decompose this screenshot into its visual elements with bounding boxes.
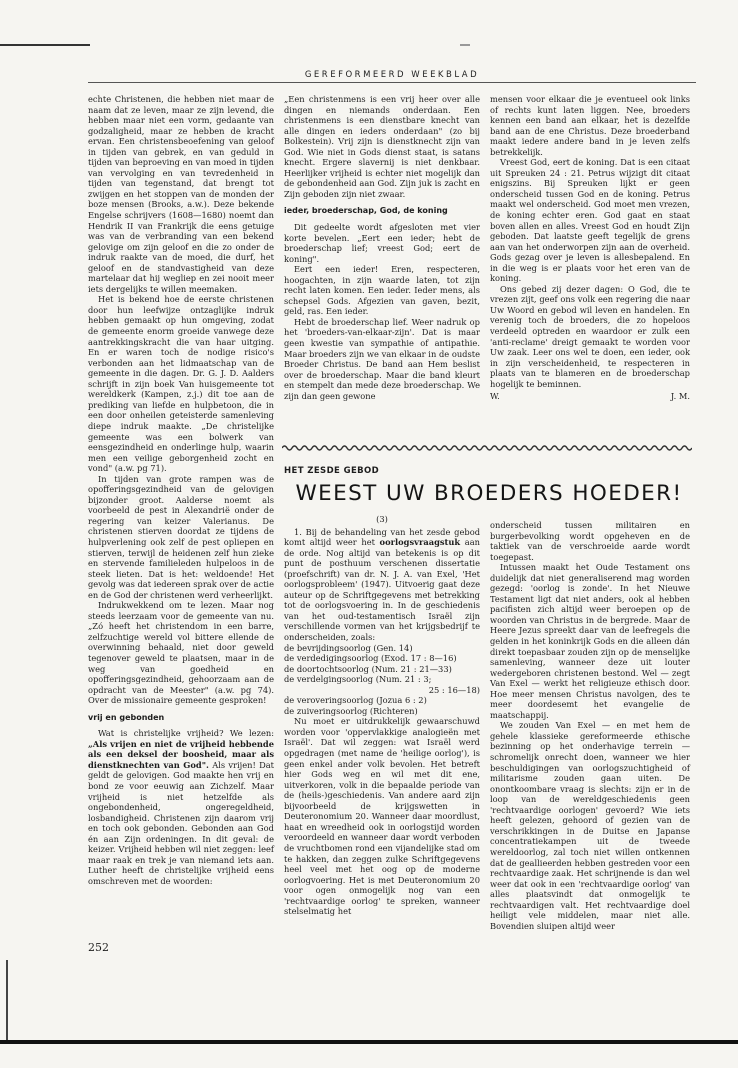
paragraph: mensen voor elkaar die je eventueel ook links of rechts kunt laten liggen. Nee, broeders kennen een band aan elkaar, het is dezelfde band aan de ene Christus. Deze broederband maakt iedere andere band in je leven zelfs betrekkelijk.: [490, 94, 690, 157]
list-item: de zuiveringsoorlog (Richteren): [284, 705, 418, 716]
paragraph: In tijden van grote rampen was de opofferingsgezindheid van de gelovigen bijzonder groot. Aalderse noemt als voorbeeld de pest in Alexandrië onder de regering van keizer Valerianus. De christenen stierven doordat ze tijdens de hulpverlening ook zelf de pest opliepen en stierven, terwijl de heidenen zelf hun zieke en stervende familieleden hulpeloos in de steek lieten. Dat is het: weldoende! Het gevolg was dat iedereen sprak over de actie en de God der christenen werd verheerlijkt.: [88, 473, 274, 600]
subheading: vrij en gebonden: [88, 712, 165, 722]
paragraph: Het is bekend hoe de eerste christenen door hun leefwijze ontzaglijke indruk hebben gemaakt op hun omgeving, zodat de gemeente enorm groeide vanwege deze aantrekkingskracht die van haar uitging. En er waren toch de nodige risico's verbonden aan het lidmaatschap van de gemeente in die dagen. Dr. G. J. D. Aalders schrijft in zijn boek Van huisgemeente tot wereldkerk (Kampen, z.j.) dit toe aan de prediking van liefde en hulpbetoon, die in een door onheilen geteisterde samenleving diepe indruk maakte. „De christelijke gemeente was een bolwerk van eensgezindheid en onderlinge hulp, waarin men een veilige geborgenheid zocht en vond" (a.w. pg 71).: [88, 294, 274, 474]
column-5: [490, 520, 690, 931]
paragraph: Nu moet er uitdrukkelijk gewaarschuwd worden voor 'oppervlakkige analogieën met Israël'. Dat wil zeggen: wat Israël werd opgedragen (met name de 'heilige oorlog'), is geen enkel ander volk bevolen. Het betreft hier Gods weg en wil met dit ene, uitverkoren, volk in die bepaalde periode van de (heils-)geschiedenis. Van andere aard zijn bijvoorbeeld de krijgswetten in Deuteronomium 20. Wanneer daar moordlust, haat en wreedheid ook in oorlogstijd worden veroordeeld en wanneer daar wordt verboden de vruchtbomen rond een vijandelijke stad om te hakken, dan zeggen zulke Schriftgegevens heel veel met het oog op de moderne oorlogvoering. Het is met Deuteronomium 20 voor ogen onmogelijk nog van een 'rechtvaardige oorlog' te spreken, wanneer stelselmatig het: [284, 716, 480, 917]
section-label: HET ZESDE GEBOD: [284, 466, 380, 476]
paragraph: [88, 728, 274, 886]
wavy-divider: [282, 444, 692, 452]
scan-edge-bottom: [0, 1040, 738, 1044]
header-rule: [88, 82, 696, 83]
paragraph: We zouden Van Exel — en met hem de gehele klassieke gereformeerde ethische bezinning op het onderhavige terrein — schromelijk onrecht doen, wanneer we hier beschuldigingen van oorlogszuchtigheid of militarisme zouden gaan uiten. De onontkoombare vraag is slechts: zijn er in de loop van de wereldgeschiedenis geen 'rechtvaardige oorlogen' gevoerd? Wie iets heeft gelezen, gehoord of gezien van de verschrikkingen in de Duitse en Japanse concentratiekampen uit de tweede wereldoorlog, zal toch niet willen ontkennen dat de geallieerden hebben gestreden voor een rechtvaardige zaak. Het schrijnende is dan wel weer dat ook in een 'rechtvaardige oorlog' van alles plaatsvindt dat onmogelijk te rechtvaardigen valt. Het rechtvaardige doel heiligt vele middelen, maar niet alle. Bovendien sluipen altijd weer: [490, 720, 690, 931]
list-item: de doortochtsoorlog (Num. 21 : 21—33): [284, 663, 452, 674]
paragraph: Intussen maakt het Oude Testament ons duidelijk dat niet generaliserend mag worden gezegd: 'oorlog is zonde'. In het Nieuwe Testament ligt dat niet anders, ook al hebben pacifisten zich altijd weer beroepen op de woorden van Christus in de bergrede. Maar de Heere Jezus spreekt daar van de leefregels die gelden in het koninkrijk Gods en die alleen dán direkt toepasbaar zouden zijn op de menselijke samenleving, wanneer deze uit louter wedergeboren christenen bestond. Wel — zegt Van Exel — werkt het religieuze ethisch door. Hoe meer mensen Christus navolgen, des te meer doordesemt het evangelie de maatschappij.: [490, 562, 690, 720]
part-number: (3): [376, 514, 388, 524]
bold-quote: „Als vrijen en niet de vrijheid hebbende als een deksel der boosheid, maar als dienstknechten van God".: [88, 738, 274, 770]
scan-edge-top: [0, 44, 738, 46]
list-item: de verdelgingsoorlog (Num. 21 : 3;: [284, 674, 432, 685]
text-run: 1. Bij de behandeling van het zesde gebod komt altijd weer het: [284, 526, 480, 548]
journal-title: GEREFORMEERD WEEKBLAD: [304, 70, 480, 80]
subheading: ieder, broederschap, God, de koning: [284, 206, 448, 216]
column-2: [284, 94, 480, 401]
paragraph: [284, 527, 480, 643]
paragraph: onderscheid tussen militairen en burgerbevolking wordt opgeheven en de taktiek van de verschroeide aarde wordt toegepast.: [490, 520, 690, 562]
list-item: de verdedigingsoorlog (Exod. 17 : 8—16): [284, 653, 457, 664]
signature-right: J. M.: [670, 391, 690, 402]
list-item: 25 : 16—18): [428, 684, 480, 695]
article-headline: WEEST UW BROEDERS HOEDER!: [295, 481, 683, 506]
paragraph: Eert een ieder! Eren, respecteren, hoogachten, in zijn waarde laten, tot zijn recht laten komen. Een ieder. Ieder mens, als schepsel Gods. Afgezien van gaven, bezit, geld, ras. Een ieder.: [284, 264, 480, 317]
paragraph: Hebt de broederschap lief. Weer nadruk op het 'broeders-van-elkaar-zijn'. Dat is maar geen kwestie van sympathie of antipathie. Maar broeders zijn we van elkaar in de oudste Broeder Christus. De band aan Hem beslist over de broederschap. Maar die band kleurt en stempelt dan mede deze broederschap. We zijn dan geen gewone: [284, 316, 480, 401]
page-number: 252: [88, 941, 109, 954]
list-item: de veroveringsoorlog (Jozua 6 : 2): [284, 695, 427, 706]
text-run: aan de orde. Nog altijd van betekenis is op dit punt de posthuum verschenen dissertatie (proefschrift) van dr. N. J. A. van Exel, 'Het oorlogsprobleem' (1947). Uitvoerig gaat deze auteur op de Schriftgegevens met betrekking tot de oorlogsvoering in. In de geschiedenis van het oud-testamentisch Israël zijn verschillende vormen van het krijgsbedrijf te onderscheiden, zoals:: [284, 537, 480, 643]
scan-edge-left: [6, 960, 8, 1040]
paragraph: Vreest God, eert de koning. Dat is een citaat uit Spreuken 24 : 21. Petrus wijzigt dit citaat enigszins. Bij Spreuken lijkt er geen onderscheid tussen God en de koning. Petrus maakt wel onderscheid. God moet men vrezen, de koning echter eren. God gaat en staat boven allen en alles. Vreest God en houdt Zijn geboden. Dat laatste geeft tegelijk de grens aan van het onderworpen zijn aan de overheid. Gods gezag over je leven is allesbepalend. En in die weg is er plaats voor het eren van de koning.: [490, 157, 690, 284]
paragraph: echte Christenen, die hebben niet maar de naam dat ze leven, maar ze zijn levend, die hebben maar niet een vorm, gedaante van godzaligheid, maar ze hebben de kracht ervan. Een christensbeoefening van geloof in tijden van gebrek, en van geduld in tijden van beproeving en van moed in tijden van vervolging en van tevredenheid in tijden van tegenstand, dat brengt tot zwijgen en het stoppen van de monden der boze mensen (Brooks, a.w.). Deze bekende Engelse schrijvers (1608—1680) noemt dan Hendrik II van Frankrijk die eens getuige was van de verbranding van een bekend gelovige om zijn geloof en die zo onder de indruk raakte van de moed, die durf, het geloof en de standvastigheid van deze martelaar dat hij wegliep en zei nooit meer iets dergelijks te willen meemaken.: [88, 94, 274, 294]
column-4: [284, 514, 480, 917]
text-run: Als vrijen! Dat geldt de gelovigen. God maakte hen vrij en bond ze voor eeuwig aan Zichzelf. Maar vrijheid is niet hetzelfde als ongebondenheid, ongeregeldheid, losbandigheid. Christenen zijn daarom vrij en toch ook gebonden. Gebonden aan God én aan Zijn ordeningen. In dit geval: de keizer. Vrijheid hebben wil niet zeggen: leef maar raak en trek je van niemand iets aan. Luther heeft de christelijke vrijheid eens omschreven met de woorden:: [88, 759, 274, 886]
paragraph: Dit gedeelte wordt afgesloten met vier korte bevelen. „Eert een ieder; hebt de broederschap lief; vreest God; eert de koning".: [284, 222, 480, 264]
signature-left: W.: [490, 391, 500, 402]
text-run: Wat is christelijke vrijheid? We lezen:: [98, 728, 274, 739]
paragraph: Ons gebed zij dezer dagen: O God, die te vrezen zijt, geef ons volk een regering die naar Uw Woord en gebod wil leven en handelen. En verenig toch de broeders, die zo hopeloos verdeeld optreden en waardoor er zulk een 'anti-reclame' dreigt gemaakt te worden voor Uw zaak. Leer ons wel te doen, een ieder, ook in zijn verscheidenheid, te respecteren in plaats van te blameren en de broederschap hogelijk te beminnen.: [490, 283, 690, 389]
paragraph: Indrukwekkend om te lezen. Maar nog steeds leerzaam voor de gemeente van nu. „Zó heeft het christendom in een barre, zelfzuchtige wereld vol bittere ellende de overwinning behaald, niet door geweld tegenover geweld te plaatsen, maar in de weg van goedheid en opofferingsgezindheid, gehoorzaam aan de opdracht van de Meester" (a.w. pg 74). Over de missionaire gemeente gesproken!: [88, 600, 274, 706]
paragraph: „Een christenmens is een vrij heer over alle dingen en niemands onderdaan. Een christenmens is een dienstbare knecht van alle dingen en ieders onderdaan" (zo bij Bolkestein). Vrij zijn is dienstknecht zijn van God. Wie niet in Gods dienst staat, is satans knecht. Ergere slavernij is niet denkbaar. Heerlijker vrijheid is echter niet mogelijk dan de gebondenheid aan God. Zijn juk is zacht en Zijn geboden zijn niet zwaar.: [284, 94, 480, 199]
list-item: de bevrijdingsoorlog (Gen. 14): [284, 642, 413, 653]
bold-term: oorlogsvraagstuk: [379, 537, 461, 548]
signature: [490, 391, 690, 402]
column-3: [490, 94, 690, 402]
column-1: [88, 94, 274, 886]
